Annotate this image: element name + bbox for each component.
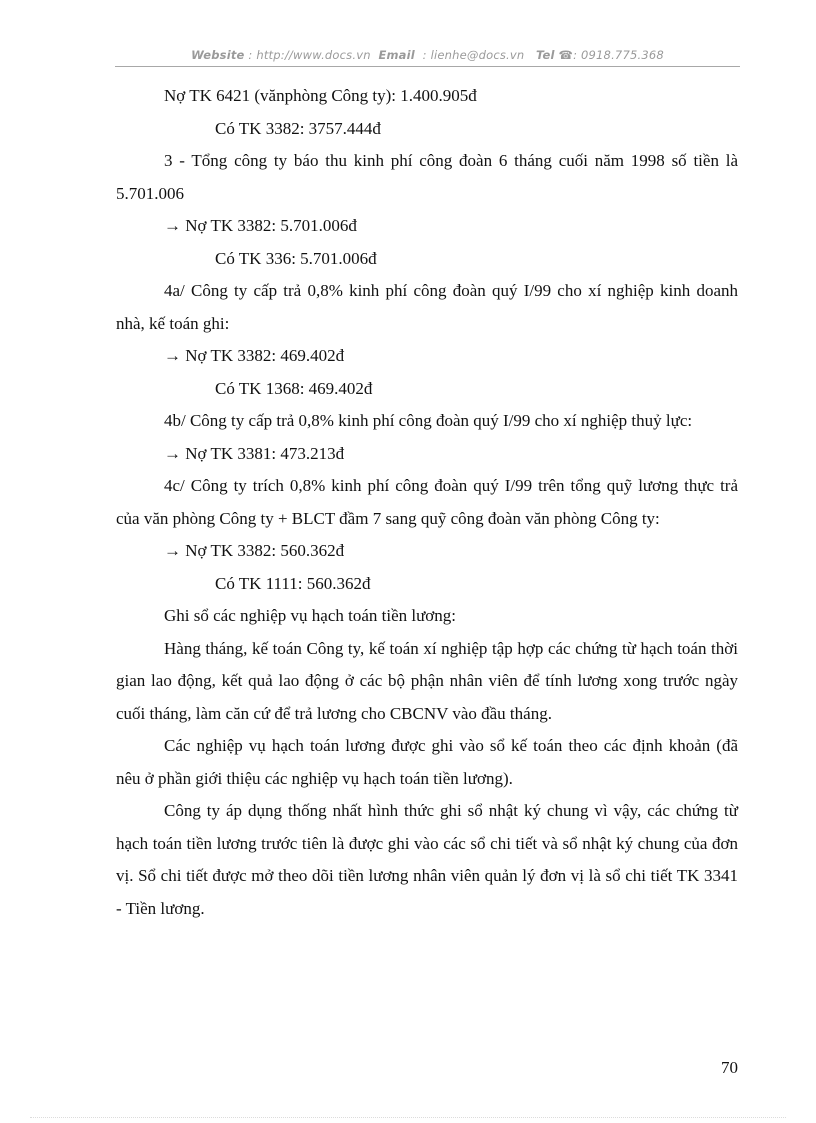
email-label: Email xyxy=(378,48,415,62)
email-value: : lienhe@docs.vn xyxy=(422,48,525,62)
entry-line: → Nợ TK 3382: 560.362đ xyxy=(164,541,345,560)
header-divider xyxy=(115,66,740,67)
website-label: Website xyxy=(191,48,245,62)
entry-line: → Nợ TK 3382: 469.402đ xyxy=(164,346,345,365)
paragraph: 4b/ Công ty cấp trả 0,8% kinh phí công đoàn quý I/99 cho xí nghiệp thuỷ lực: xyxy=(164,411,693,430)
phone-icon: ☎ xyxy=(558,48,574,62)
document-body xyxy=(116,80,738,925)
tel-value: : 0918.775.368 xyxy=(573,48,664,62)
entry-line: Có TK 336: 5.701.006đ xyxy=(215,248,377,268)
entry-line: → Nợ TK 3381: 473.213đ xyxy=(164,443,345,463)
section-heading: Ghi sổ các nghiệp vụ hạch toán tiền lương: xyxy=(164,606,457,625)
paragraph: Các nghiệp vụ hạch toán lương được ghi vào sổ kế toán theo các định khoản (đã nêu ở phần giới thiệu các nghiệp vụ hạch toán tiền lương). xyxy=(116,736,738,788)
paragraph: Hàng tháng, kế toán Công ty, kế toán xí nghiệp tập hợp các chứng từ hạch toán thời gian lao động, kết quả lao động ở các bộ phận nhân viên để tính lương xong trước ngày cuối tháng, làm căn cứ để trả lương cho CBCNV vào đầu tháng. xyxy=(116,638,738,723)
entry-line: Có TK 1111: 560.362đ xyxy=(215,573,371,593)
entry-line: Nợ TK 6421 (vănphòng Công ty): 1.400.905đ xyxy=(164,86,477,105)
page-header xyxy=(115,48,740,62)
page-number: 70 xyxy=(721,1058,738,1077)
paragraph: 4c/ Công ty trích 0,8% kinh phí công đoàn quý I/99 trên tổng quỹ lương thực trả của văn phòng Công ty + BLCT đầm 7 sang quỹ công đoàn văn phòng Công ty: xyxy=(116,476,738,528)
paragraph: 4a/ Công ty cấp trả 0,8% kinh phí công đoàn quý I/99 cho xí nghiệp kinh doanh nhà, kế toán ghi: xyxy=(116,281,738,333)
entry-line: Có TK 1368: 469.402đ xyxy=(215,378,373,398)
paragraph: Công ty áp dụng thống nhất hình thức ghi sổ nhật ký chung vì vậy, các chứng từ hạch toán tiền lương trước tiên là được ghi vào các sổ chi tiết và sổ nhật ký chung của đơn vị. Sổ chi tiết được mở theo dõi tiền lương nhân viên quản lý đơn vị là sổ chi tiết TK 3341 - Tiền lương. xyxy=(116,801,738,918)
entry-line: Có TK 3382: 3757.444đ xyxy=(215,118,381,138)
paragraph: 3 - Tổng công ty báo thu kinh phí công đoàn 6 tháng cuối năm 1998 số tiền là 5.701.006 xyxy=(116,151,738,203)
entry-line: → Nợ TK 3382: 5.701.006đ xyxy=(164,216,357,235)
footer-divider xyxy=(30,1117,786,1118)
tel-label: Tel xyxy=(535,48,555,62)
website-value: : http://www.docs.vn xyxy=(248,48,371,62)
